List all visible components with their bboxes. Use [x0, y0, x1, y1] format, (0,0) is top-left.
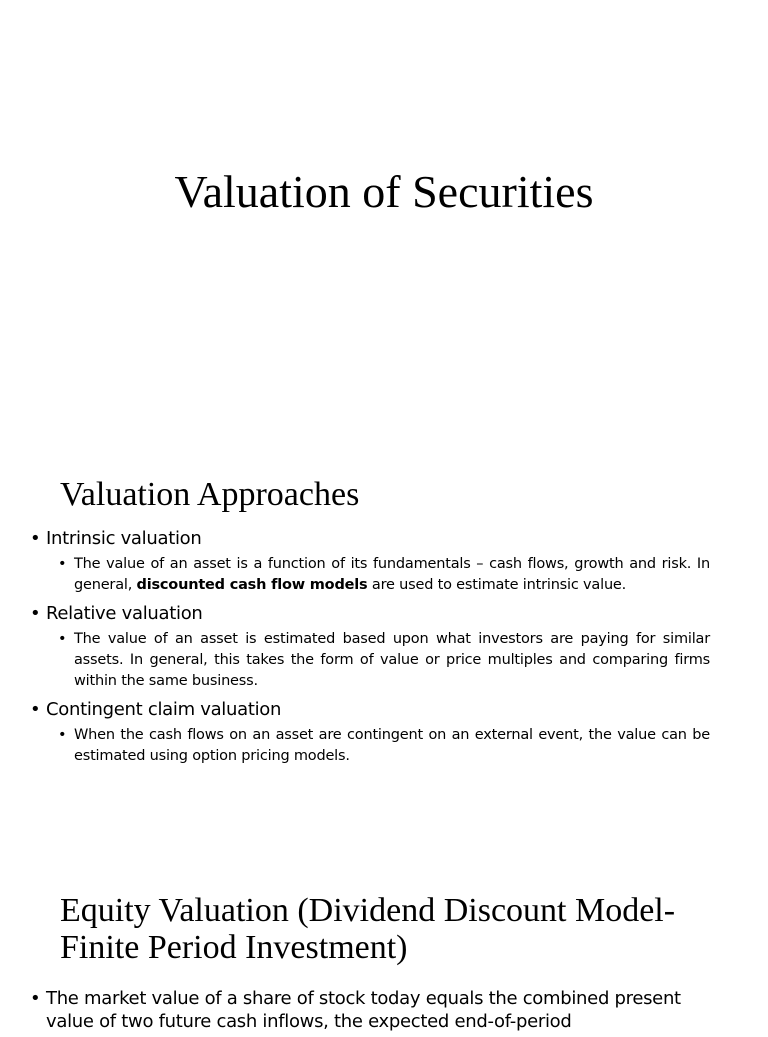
bullet-item: [30, 602, 710, 692]
sub-bullet-list: [30, 725, 710, 767]
sub-bullet-segment: The value of an asset is a function of its fundamentals – cash flows, growth and risk. In general,: [74, 556, 710, 593]
bullet-list: [30, 987, 710, 1037]
sub-bullet-text: [58, 554, 710, 596]
bullet-label: • Relative valuation: [30, 602, 710, 625]
bullet-label: • The market value of a share of stock today equals the combined present value of two future cash inflows, the expected end-of-period: [30, 987, 710, 1033]
slide-heading: Valuation Approaches: [60, 476, 360, 513]
title-slide: [0, 0, 768, 420]
emphasis-text: discounted cash flow models: [136, 577, 368, 593]
bullet-label: • Contingent claim valuation: [30, 698, 710, 721]
valuation-approaches-slide: [0, 462, 768, 862]
sub-bullet-text: • When the cash flows on an asset are contingent on an external event, the value can be estimated using option pricing models.: [58, 725, 710, 767]
sub-bullet-text: • The value of an asset is estimated based upon what investors are paying for similar assets. In general, this takes the form of value or price multiples and comparing firms within the same business.: [58, 629, 710, 692]
bullet-item: [30, 698, 710, 767]
sub-bullet-list: [30, 554, 710, 596]
sub-bullet-list: [30, 629, 710, 692]
slide-title: Valuation of Securities: [174, 166, 594, 217]
sub-bullet-segment: are used to estimate intrinsic value.: [367, 577, 627, 593]
slide-heading: Equity Valuation (Dividend Discount Model-Finite Period Investment): [60, 892, 676, 966]
bullet-item: [30, 987, 710, 1033]
equity-valuation-slide: [0, 876, 768, 1032]
bullet-label: • Intrinsic valuation: [30, 527, 710, 550]
bullet-item: [30, 527, 710, 596]
bullet-list: [30, 527, 710, 773]
